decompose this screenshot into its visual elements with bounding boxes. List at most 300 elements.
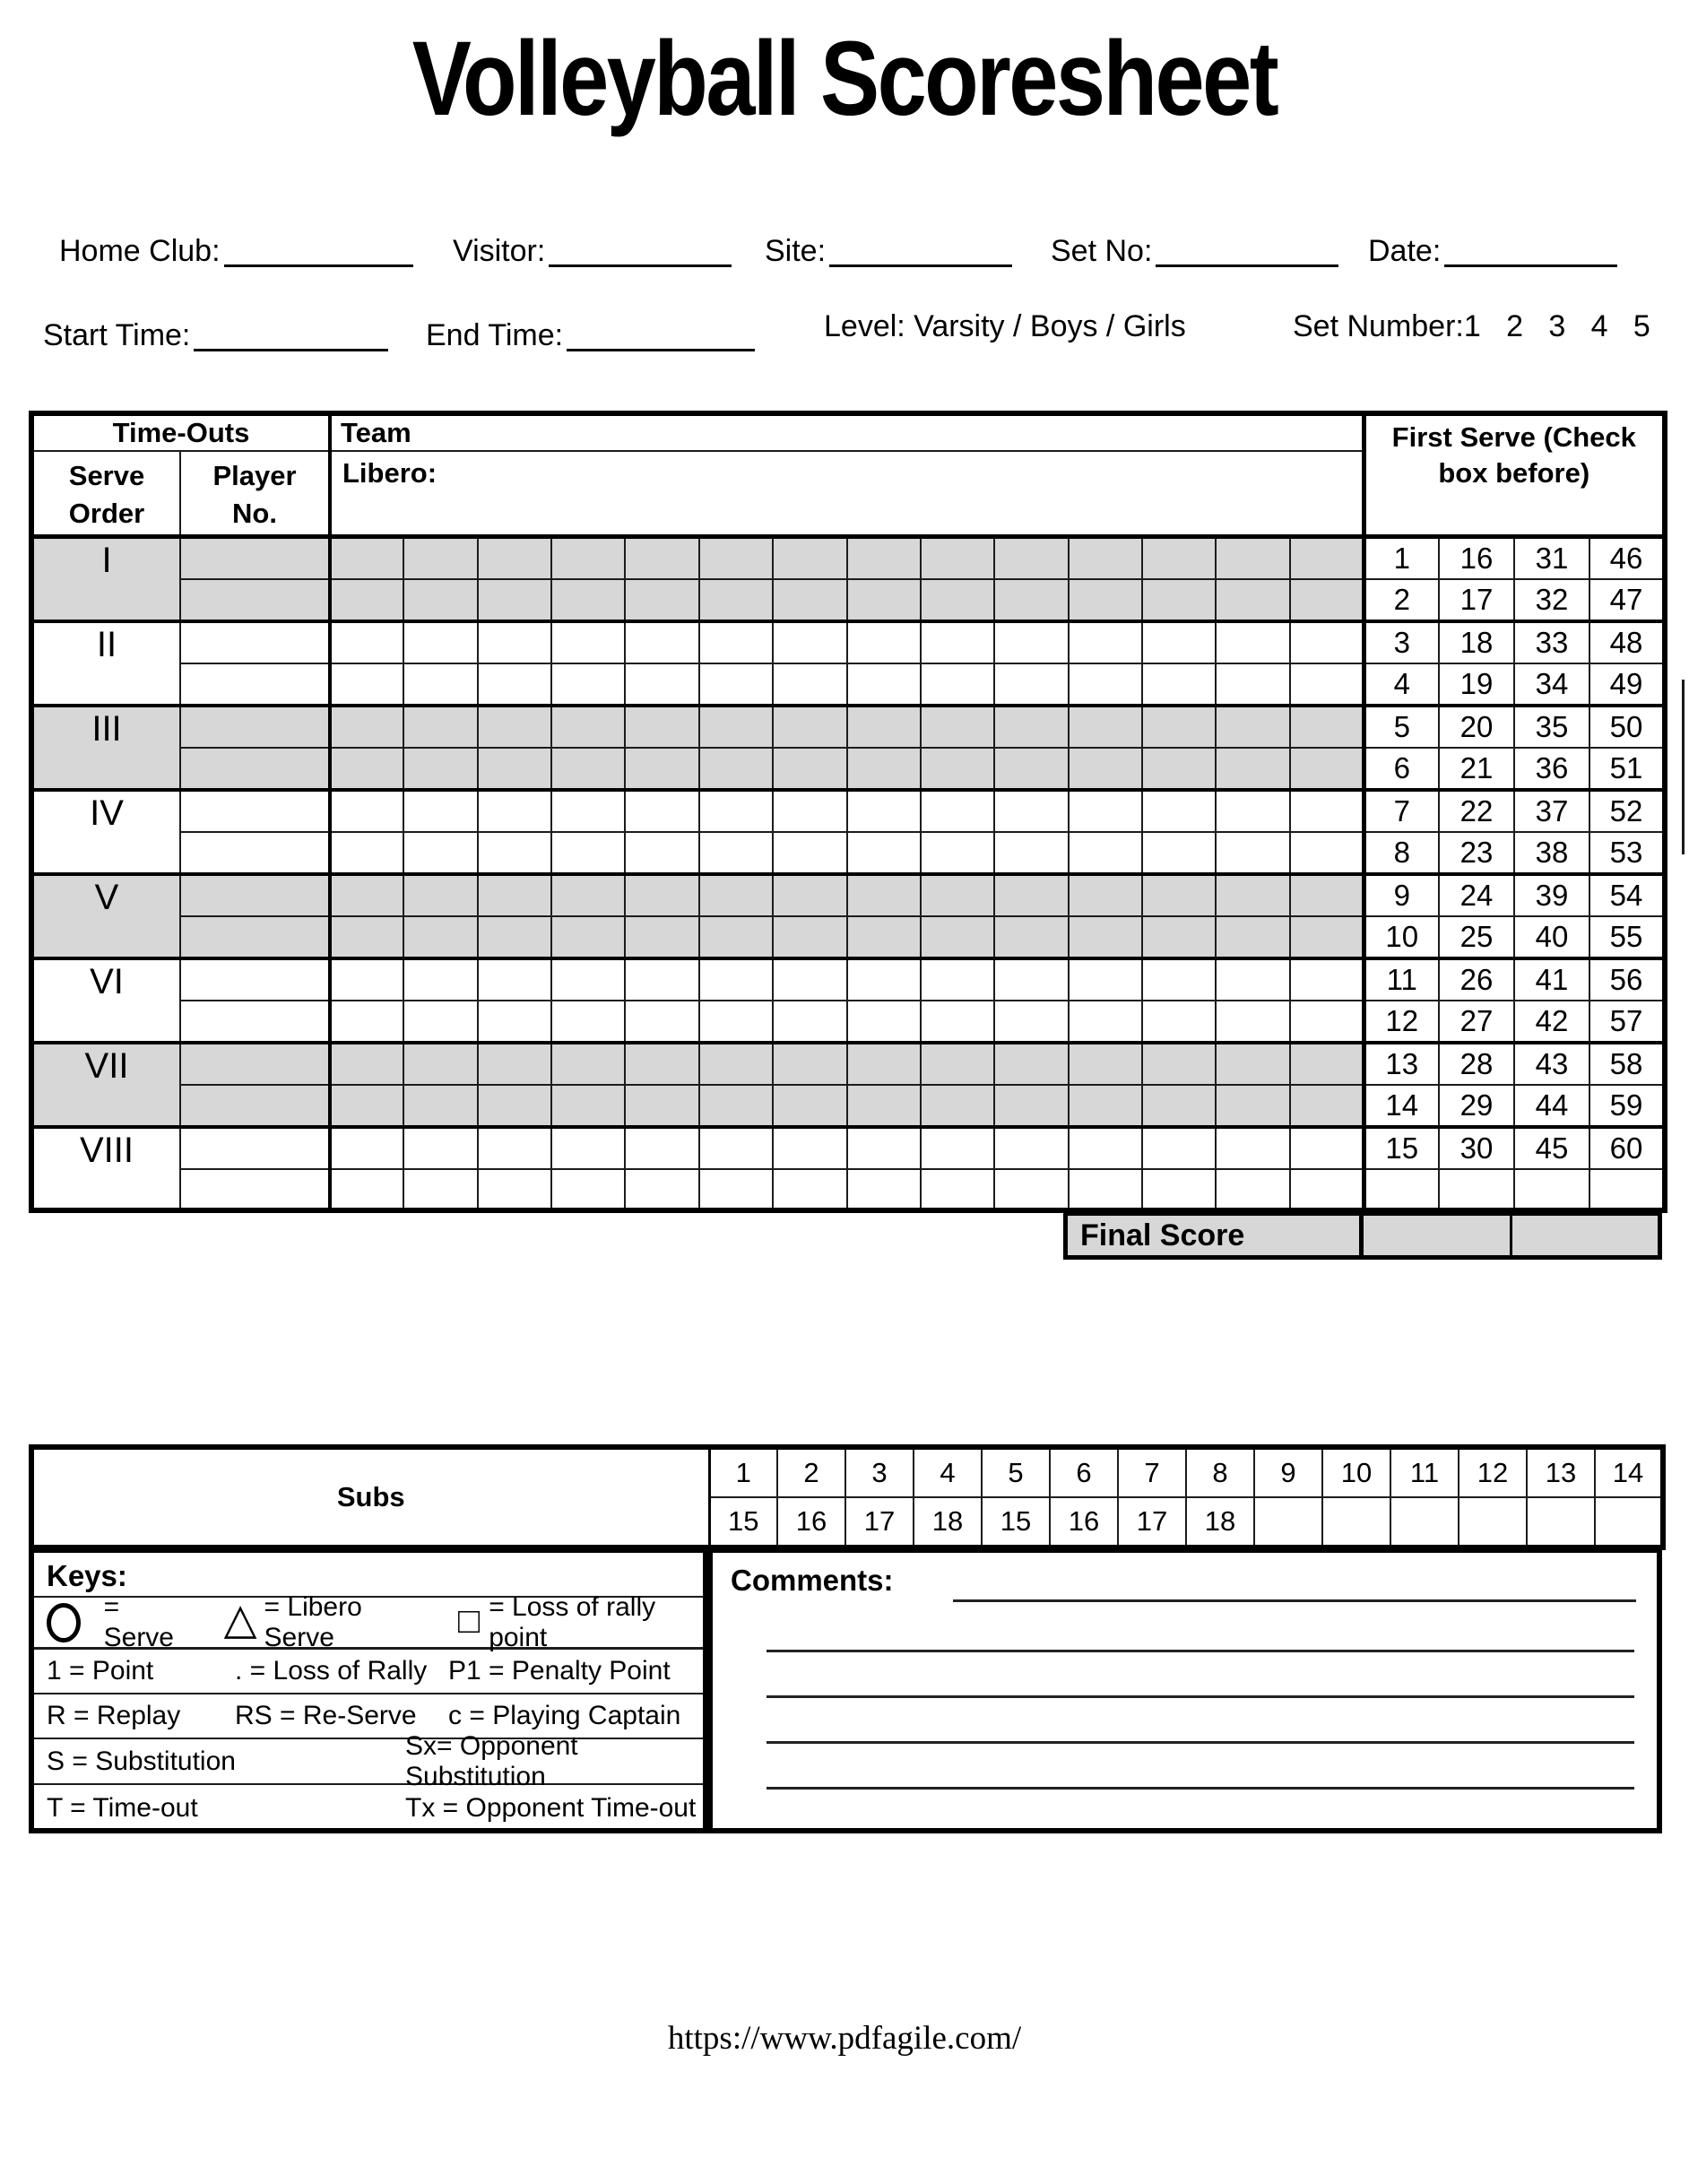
site-field (765, 224, 1012, 269)
score-cell (1069, 958, 1142, 1001)
score-cell (330, 874, 403, 916)
score-cell (773, 1001, 846, 1043)
score-cell (773, 1085, 846, 1127)
first-serve-number: 45 (1514, 1127, 1589, 1169)
first-serve-number: 27 (1439, 1001, 1514, 1043)
score-cell (994, 579, 1068, 621)
score-cell (773, 663, 846, 706)
score-cell (625, 748, 698, 790)
subs-number-cell: 18 (1186, 1497, 1254, 1547)
score-cell (478, 536, 551, 579)
subs-number-cell: 9 (1254, 1447, 1322, 1497)
first-serve-number: 46 (1589, 536, 1665, 579)
score-cell (1142, 1001, 1216, 1043)
key-row (34, 1650, 703, 1694)
score-cell (1069, 1001, 1142, 1043)
subs-number-cell: 8 (1186, 1447, 1254, 1497)
first-serve-number: 11 (1364, 958, 1439, 1001)
first-serve-number: 57 (1589, 1001, 1665, 1043)
score-cell (403, 621, 477, 663)
subs-blank-cell (1390, 1497, 1459, 1547)
player-no-cell (180, 958, 330, 1001)
score-cell (921, 916, 994, 958)
first-serve-number: 50 (1589, 706, 1665, 748)
score-cell (994, 916, 1068, 958)
score-cell (403, 579, 477, 621)
date-field (1368, 224, 1617, 269)
score-cell (699, 958, 773, 1001)
score-cell (1069, 1085, 1142, 1127)
score-cell (1290, 748, 1364, 790)
player-no-cell (180, 874, 330, 916)
first-serve-number: 26 (1439, 958, 1514, 1001)
subs-number-cell: 2 (777, 1447, 845, 1497)
grid-row (31, 1043, 1665, 1085)
score-cell (1142, 663, 1216, 706)
circle-icon (47, 1603, 81, 1642)
score-cell (1069, 1043, 1142, 1085)
score-cell (994, 1043, 1068, 1085)
comments-box (708, 1547, 1662, 1833)
first-serve-number: 9 (1364, 874, 1439, 916)
key-item: P1 = Penalty Point (448, 1656, 671, 1686)
score-cell (847, 536, 921, 579)
score-cell (773, 1127, 846, 1169)
grid-row (31, 748, 1665, 790)
score-cell (478, 706, 551, 748)
level-text: Level: Varsity / Boys / Girls (824, 309, 1186, 343)
player-no-cell (180, 706, 330, 748)
score-cell (330, 916, 403, 958)
page-title: Volleyball Scoresheet (411, 20, 1278, 138)
score-cell (551, 536, 625, 579)
player-no-cell (180, 832, 330, 874)
score-cell (699, 874, 773, 916)
score-cell (847, 748, 921, 790)
score-cell (773, 832, 846, 874)
first-serve-header: First Serve (Check box before) (1364, 413, 1665, 536)
score-cell (1069, 832, 1142, 874)
first-serve-number: 44 (1514, 1085, 1589, 1127)
score-cell (625, 832, 698, 874)
score-cell (847, 958, 921, 1001)
first-serve-blank-cell (1589, 1169, 1665, 1210)
score-cell (921, 1085, 994, 1127)
first-serve-number: 48 (1589, 621, 1665, 663)
first-serve-number: 24 (1439, 874, 1514, 916)
key-item: Tx = Opponent Time-out (405, 1792, 697, 1823)
score-cell (773, 874, 846, 916)
score-cell (625, 790, 698, 832)
set-no-label: Set No: (1051, 234, 1153, 268)
score-cell (403, 1001, 477, 1043)
player-no-cell (180, 536, 330, 579)
score-cell (921, 748, 994, 790)
score-cell (625, 536, 698, 579)
score-cell (625, 1127, 698, 1169)
first-serve-number: 36 (1514, 748, 1589, 790)
comments-line (767, 1695, 1634, 1698)
score-cell (921, 874, 994, 916)
score-cell (921, 832, 994, 874)
key-item: S = Substitution (47, 1746, 236, 1776)
score-cell (478, 1043, 551, 1085)
player-no-cell (180, 916, 330, 958)
score-cell (1069, 663, 1142, 706)
key-symbol-text: = Serve (103, 1591, 174, 1652)
subs-row-1 (31, 1447, 1663, 1497)
score-cell (699, 748, 773, 790)
score-cell (699, 790, 773, 832)
score-cell (478, 916, 551, 958)
subs-blank-cell (1254, 1497, 1322, 1547)
score-cell (403, 748, 477, 790)
score-cell (699, 536, 773, 579)
player-no-cell (180, 1085, 330, 1127)
score-cell (330, 832, 403, 874)
player-no-cell (180, 790, 330, 832)
score-cell (773, 706, 846, 748)
player-no-cell (180, 663, 330, 706)
footer-link[interactable]: https://www.pdfagile.com/ (667, 2020, 1022, 2057)
first-serve-number: 29 (1439, 1085, 1514, 1127)
score-cell (551, 958, 625, 1001)
grid-row (31, 1001, 1665, 1043)
score-cell (921, 579, 994, 621)
score-cell (551, 916, 625, 958)
first-serve-blank-cell (1439, 1169, 1514, 1210)
score-cell (1216, 579, 1289, 621)
start-time-label: Start Time: (43, 318, 191, 352)
score-cell (1069, 621, 1142, 663)
score-cell (1290, 536, 1364, 579)
score-cell (403, 1169, 477, 1210)
first-serve-number: 53 (1589, 832, 1665, 874)
grid-row (31, 874, 1665, 916)
score-cell (994, 1169, 1068, 1210)
score-cell (551, 663, 625, 706)
score-cell (330, 621, 403, 663)
score-cell (1142, 536, 1216, 579)
score-cell (625, 621, 698, 663)
score-cell (994, 706, 1068, 748)
first-serve-number: 22 (1439, 790, 1514, 832)
team-header: Team (330, 413, 1364, 451)
subs-number-cell: 10 (1322, 1447, 1390, 1497)
score-cell (403, 916, 477, 958)
first-serve-number: 34 (1514, 663, 1589, 706)
score-cell (1142, 874, 1216, 916)
key-item: T = Time-out (47, 1792, 198, 1823)
first-serve-number: 17 (1439, 579, 1514, 621)
set-no-blank (1156, 230, 1338, 267)
score-cell (994, 1127, 1068, 1169)
score-cell (1290, 706, 1364, 748)
score-cell (1290, 958, 1364, 1001)
score-cell (773, 916, 846, 958)
score-cell (1069, 1169, 1142, 1210)
first-serve-number: 28 (1439, 1043, 1514, 1085)
serve-order-cell: VII (31, 1043, 180, 1127)
score-cell (699, 621, 773, 663)
score-cell (847, 1169, 921, 1210)
score-cell (330, 536, 403, 579)
first-serve-number: 55 (1589, 916, 1665, 958)
subs-number-cell: 15 (982, 1497, 1050, 1547)
player-no-header: Player No. (180, 451, 330, 536)
score-cell (994, 748, 1068, 790)
score-cell (625, 663, 698, 706)
serve-order-header: Serve Order (31, 451, 180, 536)
score-grid-head (31, 413, 1665, 536)
home-club-label: Home Club: (59, 234, 221, 268)
comments-line (767, 1650, 1634, 1652)
key-item: . = Loss of Rally (235, 1656, 428, 1686)
keys-rows (34, 1650, 703, 1831)
keys-title: Keys: (34, 1553, 703, 1598)
first-serve-number: 8 (1364, 832, 1439, 874)
score-cell (1216, 1001, 1289, 1043)
first-serve-number: 21 (1439, 748, 1514, 790)
serve-order-cell: IV (31, 790, 180, 874)
score-cell (478, 958, 551, 1001)
grid-row (31, 832, 1665, 874)
first-serve-number: 10 (1364, 916, 1439, 958)
score-cell (1142, 1169, 1216, 1210)
score-cell (403, 832, 477, 874)
site-blank (829, 230, 1012, 267)
page-edge-artifact (1682, 680, 1685, 854)
score-cell (1069, 790, 1142, 832)
score-cell (699, 663, 773, 706)
comments-label: Comments: (731, 1564, 894, 1597)
score-cell (847, 1043, 921, 1085)
score-cell (773, 579, 846, 621)
score-cell (921, 536, 994, 579)
score-cell (330, 1085, 403, 1127)
score-cell (551, 706, 625, 748)
subs-number-cell: 16 (777, 1497, 845, 1547)
score-cell (478, 1085, 551, 1127)
score-cell (699, 1085, 773, 1127)
score-cell (773, 958, 846, 1001)
score-cell (478, 663, 551, 706)
score-cell (773, 790, 846, 832)
score-cell (1216, 536, 1289, 579)
score-cell (330, 579, 403, 621)
first-serve-number: 42 (1514, 1001, 1589, 1043)
score-cell (1069, 706, 1142, 748)
score-cell (699, 579, 773, 621)
grid-row (31, 1127, 1665, 1169)
score-cell (625, 916, 698, 958)
player-no-cell (180, 748, 330, 790)
first-serve-number: 2 (1364, 579, 1439, 621)
score-cell (921, 663, 994, 706)
score-cell (551, 1169, 625, 1210)
score-cell (1142, 1085, 1216, 1127)
subs-number-cell: 15 (709, 1497, 777, 1547)
player-no-cell (180, 1043, 330, 1085)
serve-order-cell: II (31, 621, 180, 706)
score-cell (847, 916, 921, 958)
first-serve-number: 56 (1589, 958, 1665, 1001)
score-cell (1069, 916, 1142, 958)
first-serve-number: 25 (1439, 916, 1514, 958)
score-cell (994, 1001, 1068, 1043)
score-cell (994, 663, 1068, 706)
key-item: Sx= Opponent Substitution (405, 1730, 578, 1791)
final-score-label: Final Score (1068, 1216, 1364, 1255)
grid-row (31, 536, 1665, 579)
visitor-blank (549, 230, 732, 267)
first-serve-number: 15 (1364, 1127, 1439, 1169)
key-row (34, 1785, 703, 1831)
end-time-field (426, 308, 755, 353)
score-table (29, 411, 1667, 1213)
score-cell (625, 706, 698, 748)
score-cell (625, 1043, 698, 1085)
score-cell (1216, 748, 1289, 790)
score-cell (921, 1169, 994, 1210)
subs-number-cell: 4 (914, 1447, 982, 1497)
score-cell (330, 958, 403, 1001)
grid-row (31, 706, 1665, 748)
first-serve-number: 41 (1514, 958, 1589, 1001)
first-serve-number: 59 (1589, 1085, 1665, 1127)
score-cell (403, 706, 477, 748)
score-cell (625, 579, 698, 621)
score-cell (847, 1127, 921, 1169)
comments-line (767, 1741, 1634, 1744)
first-serve-number: 52 (1589, 790, 1665, 832)
score-cell (1142, 916, 1216, 958)
first-serve-number: 51 (1589, 748, 1665, 790)
score-cell (921, 790, 994, 832)
subs-number-cell: 7 (1118, 1447, 1186, 1497)
score-cell (699, 1169, 773, 1210)
subs-table (29, 1444, 1666, 1550)
score-cell (551, 1085, 625, 1127)
score-cell (330, 1043, 403, 1085)
keys-symbol-row (34, 1591, 703, 1652)
score-cell (1290, 1127, 1364, 1169)
score-cell (551, 874, 625, 916)
subs-blank-cell (1595, 1497, 1663, 1547)
score-cell (551, 748, 625, 790)
score-cell (1290, 621, 1364, 663)
score-cell (1142, 1043, 1216, 1085)
subs-number-cell: 11 (1390, 1447, 1459, 1497)
key-item: 1 = Point (47, 1656, 154, 1686)
timeouts-header: Time-Outs (31, 413, 330, 451)
score-cell (625, 1001, 698, 1043)
subs-number-cell: 5 (982, 1447, 1050, 1497)
score-cell (330, 748, 403, 790)
first-serve-number: 14 (1364, 1085, 1439, 1127)
first-serve-number: 19 (1439, 663, 1514, 706)
first-serve-number: 5 (1364, 706, 1439, 748)
score-cell (1216, 621, 1289, 663)
score-cell (1290, 1169, 1364, 1210)
first-serve-number: 32 (1514, 579, 1589, 621)
start-time-field (43, 308, 388, 353)
score-cell (478, 621, 551, 663)
first-serve-number: 39 (1514, 874, 1589, 916)
set-number-text: Set Number:1 2 3 4 5 (1293, 309, 1650, 343)
score-cell (1216, 874, 1289, 916)
serve-order-cell: III (31, 706, 180, 790)
score-cell (1069, 874, 1142, 916)
date-label: Date: (1368, 234, 1442, 268)
player-no-cell (180, 1001, 330, 1043)
score-cell (1142, 579, 1216, 621)
first-serve-number: 38 (1514, 832, 1589, 874)
first-serve-number: 13 (1364, 1043, 1439, 1085)
score-cell (1290, 663, 1364, 706)
score-cell (1142, 832, 1216, 874)
score-cell (699, 916, 773, 958)
first-serve-number: 33 (1514, 621, 1589, 663)
first-serve-number: 58 (1589, 1043, 1665, 1085)
subs-blank-cell (1459, 1497, 1527, 1547)
first-serve-number: 3 (1364, 621, 1439, 663)
player-no-cell (180, 1127, 330, 1169)
first-serve-number: 60 (1589, 1127, 1665, 1169)
first-serve-number: 7 (1364, 790, 1439, 832)
score-cell (921, 1043, 994, 1085)
final-score-visitor-cell (1512, 1216, 1658, 1255)
score-cell (921, 1001, 994, 1043)
score-cell (1216, 916, 1289, 958)
serve-order-cell: VI (31, 958, 180, 1043)
score-cell (773, 536, 846, 579)
score-cell (773, 621, 846, 663)
grid-row (31, 916, 1665, 958)
score-cell (773, 1169, 846, 1210)
first-serve-number: 20 (1439, 706, 1514, 748)
score-cell (994, 536, 1068, 579)
score-cell (1216, 1043, 1289, 1085)
score-cell (847, 663, 921, 706)
score-cell (847, 1001, 921, 1043)
end-time-label: End Time: (426, 318, 564, 352)
first-serve-number: 23 (1439, 832, 1514, 874)
score-cell (1069, 1127, 1142, 1169)
score-cell (773, 748, 846, 790)
grid-row (31, 621, 1665, 663)
score-cell (1290, 832, 1364, 874)
score-cell (1142, 748, 1216, 790)
visitor-label: Visitor: (453, 234, 546, 268)
grid-row (31, 579, 1665, 621)
score-cell (921, 1127, 994, 1169)
score-cell (403, 1085, 477, 1127)
serve-order-cell: VIII (31, 1127, 180, 1210)
score-cell (1290, 916, 1364, 958)
score-grid-body (31, 536, 1665, 1210)
score-cell (1290, 1085, 1364, 1127)
score-cell (403, 663, 477, 706)
score-cell (478, 832, 551, 874)
score-cell (551, 832, 625, 874)
comments-line (953, 1573, 1636, 1602)
grid-row (31, 1085, 1665, 1127)
grid-row (31, 1169, 1665, 1210)
home-club-blank (224, 230, 413, 267)
score-cell (847, 832, 921, 874)
score-cell (330, 1169, 403, 1210)
